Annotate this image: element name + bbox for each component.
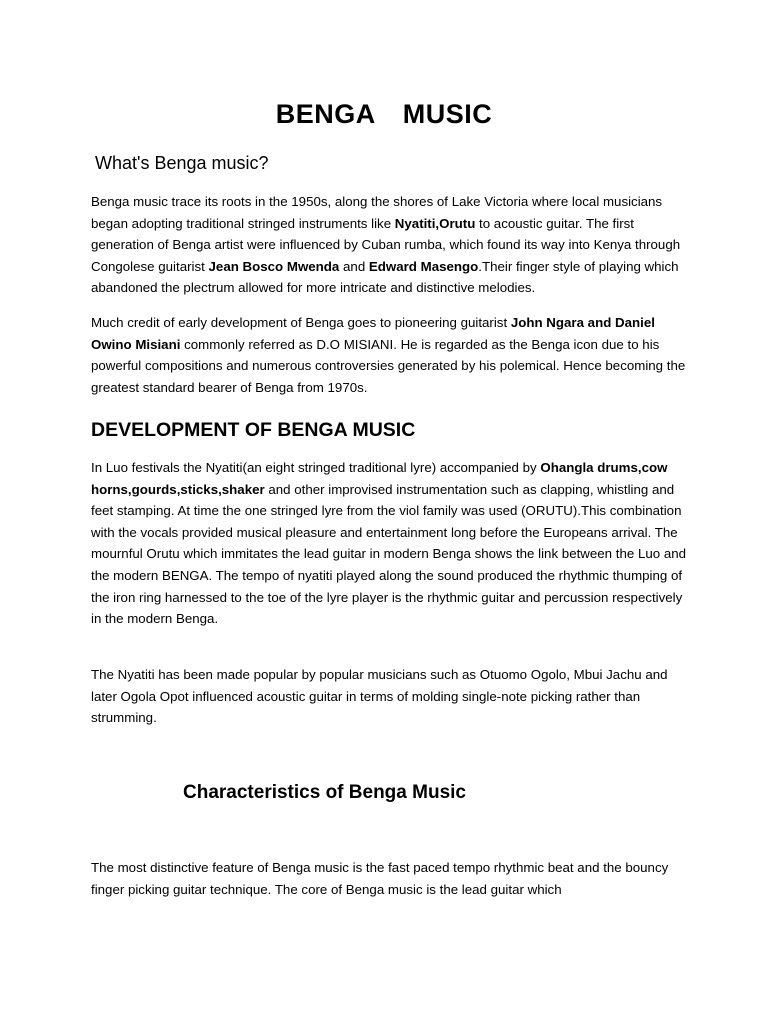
bold-text: Edward Masengo xyxy=(368,258,479,274)
heading-development: DEVELOPMENT OF BENGA MUSIC xyxy=(91,419,416,441)
document-title: BENGA MUSIC xyxy=(275,99,493,129)
bold-text: Jean Bosco Mwenda xyxy=(208,258,340,274)
paragraph-characteristics: The most distinctive feature of Benga music is the fast paced tempo rhythmic beat and the bouncy finger picking guitar technique. The core of Benga music is the lead guitar which xyxy=(91,860,669,897)
paragraph-text: commonly referred as D.O MISIANI. He is regarded as the Benga icon due to his powerful compositions and numerous controversies generated by his polemical. Hence becoming the greatest standard bearer of Benga from 1970s. xyxy=(91,336,686,395)
paragraph-text: In Luo festivals the Nyatiti(an eight stringed traditional lyre) accompanied by xyxy=(91,460,541,475)
paragraph-nyatiti: The Nyatiti has been made popular by popular musicians such as Otuomo Ogolo, Mbui Jachu and later Ogola Opot influenced acoustic guitar in terms of molding single-note picking rather than strumming. xyxy=(91,667,668,726)
paragraph-text: Much credit of early development of Benga goes to pioneering guitarist xyxy=(91,315,511,330)
paragraph-text: and other improvised instrumentation such as clapping, whistling and feet stamping. At time the one stringed lyre from the viol family was used (ORUTU).This combination with the vocals provided musical pleasure and entertainment long before the Europeans arrival. The mournful Orutu which immitates the lead guitar in modern Benga shows the link between the Luo and the modern BENGA. The tempo of nyatiti played along the sound produced the rhythmic thumping of the iron ring harnessed to the toe of the lyre player is the rhythmic guitar and percussion respectively in the modern Benga. xyxy=(91,481,687,627)
paragraph-pioneers xyxy=(91,312,689,398)
heading-characteristics: Characteristics of Benga Music xyxy=(183,782,466,803)
paragraph-text: to acoustic guitar. The first generation of Benga artist were influenced by Cuban rumba, which found its way into Kenya through Congolese guitarist xyxy=(91,215,681,274)
paragraph-luo-festivals xyxy=(91,457,689,630)
paragraph-origins xyxy=(91,191,689,299)
subheading-whats-benga: What's Benga music? xyxy=(95,153,269,173)
bold-text: Ohangla drums,cow horns,gourds,sticks,shaker xyxy=(91,460,668,497)
paragraph-text: and xyxy=(339,258,369,274)
paragraph-text: .Their finger style of playing which abandoned the plectrum allowed for more intricate and distinctive melodies. xyxy=(91,258,679,296)
bold-text: Nyatiti,Orutu xyxy=(394,215,476,231)
bold-text: John Ngara and Daniel Owino Misiani xyxy=(91,315,655,352)
paragraph-text: Benga music trace its roots in the 1950s, along the shores of Lake Victoria where local musicians began adopting traditional stringed instruments like xyxy=(91,194,663,231)
